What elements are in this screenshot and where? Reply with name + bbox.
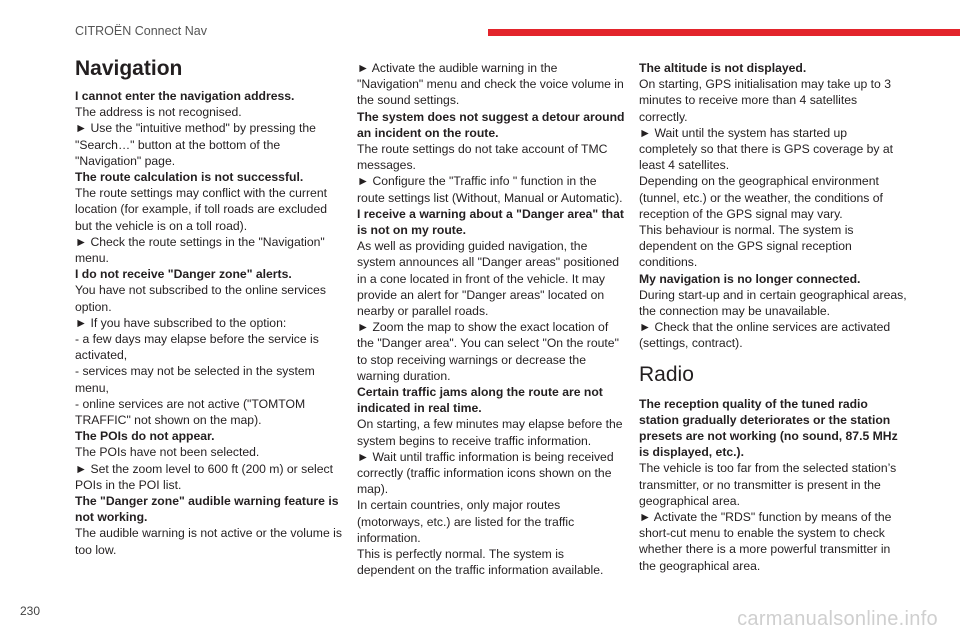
- column-middle-body: [357, 60, 625, 579]
- question-heading: The reception quality of the tuned radio station gradually deteriorates or the station presets are not working (no sound, 87.5 MHz is displayed, etc.).: [639, 396, 898, 460]
- answer-paragraph: The vehicle is too far from the selected station’s transmitter, or no transmitter is present in the geographical area.: [639, 461, 897, 508]
- answer-paragraph: - online services are not active ("TOMTOM TRAFFIC" not shown on the map).: [75, 396, 306, 428]
- column-left: [75, 56, 343, 558]
- answer-paragraph: ► Activate the "RDS" function by means of the short-cut menu to enable the system to check whether there is a more powerful transmitter in the geographical area.: [639, 510, 892, 573]
- answer-paragraph: The POIs have not been selected.: [75, 445, 260, 460]
- answer-paragraph: - services may not be selected in the system menu,: [75, 364, 315, 395]
- question-heading: My navigation is no longer connected.: [639, 271, 861, 286]
- answer-paragraph: - a few days may elapse before the service is activated,: [75, 332, 319, 363]
- column-left-body: [75, 88, 343, 558]
- question-heading: The altitude is not displayed.: [639, 61, 807, 75]
- answer-paragraph: ► Zoom the map to show the exact location of the "Danger area". You can select "On the route" to stop receiving warnings or decrease the warning duration.: [357, 320, 619, 383]
- page-number: 230: [20, 604, 41, 618]
- header-accent-bar: [488, 29, 960, 36]
- answer-paragraph: ► Wait until the system has started up completely so that there is GPS coverage by at least 4 satellites.: [639, 125, 894, 173]
- column-middle: [357, 60, 625, 579]
- answer-paragraph: The route settings do not take account of TMC messages.: [357, 142, 608, 173]
- section-heading-radio: Radio: [639, 362, 694, 386]
- answer-paragraph: ► Check the route settings in the "Navigation" menu.: [75, 234, 325, 266]
- question-heading: I do not receive "Danger zone" alerts.: [75, 267, 292, 282]
- answer-paragraph: This is perfectly normal. The system is dependent on the traffic information available.: [357, 547, 604, 578]
- column-right: [639, 60, 907, 574]
- answer-paragraph: During start-up and in certain geographical areas, the connection may be unavailable.: [639, 287, 907, 319]
- column-right-body-bottom: [639, 396, 907, 574]
- answer-paragraph: Depending on the geographical environment (tunnel, etc.) or the weather, the conditions of reception of the GPS signal may vary.: [639, 174, 883, 221]
- answer-paragraph: As well as providing guided navigation, the system announces all "Danger areas" positioned in a cone located in front of the vehicle. It may provide an alert for "Danger areas" located on nearby or parallel roads.: [357, 239, 620, 319]
- running-header-title: CITROËN Connect Nav: [75, 24, 207, 38]
- answer-paragraph: The route settings may conflict with the current location (for example, if toll roads are excluded but the vehicle is on a toll road).: [75, 186, 328, 233]
- section-heading-navigation: Navigation: [75, 57, 183, 80]
- answer-paragraph: On starting, a few minutes may elapse before the system begins to receive traffic information.: [357, 417, 623, 448]
- answer-paragraph: This behaviour is normal. The system is dependent on the GPS signal reception conditions.: [639, 223, 854, 270]
- watermark-text: carmanualsonline.info: [737, 608, 938, 630]
- answer-paragraph: ► Check that the online services are activated (settings, contract).: [639, 320, 891, 351]
- question-heading: Certain traffic jams along the route are not indicated in real time.: [357, 385, 603, 416]
- answer-paragraph: ► If you have subscribed to the option:: [75, 315, 287, 330]
- question-heading: The POIs do not appear.: [75, 429, 215, 444]
- answer-paragraph: On starting, GPS initialisation may take up to 3 minutes to receive more than 4 satellites correctly.: [639, 77, 891, 124]
- answer-paragraph: ► Configure the "Traffic info " function in the route settings list (Without, Manual or Automatic).: [357, 174, 623, 205]
- answer-paragraph: In certain countries, only major routes (motorways, etc.) are listed for the traffic information.: [357, 498, 575, 545]
- question-heading: The system does not suggest a detour around an incident on the route.: [357, 109, 625, 140]
- question-heading: The "Danger zone" audible warning feature is not working.: [75, 494, 339, 525]
- question-heading: The route calculation is not successful.: [75, 170, 304, 185]
- answer-paragraph: You have not subscribed to the online services option.: [75, 283, 326, 314]
- column-right-body-top: [639, 60, 907, 352]
- answer-paragraph: The audible warning is not active or the volume is too low.: [75, 526, 342, 557]
- answer-paragraph: ► Use the "intuitive method" by pressing the "Search…" button at the bottom of the "Navigation" page.: [75, 121, 316, 168]
- answer-paragraph: The address is not recognised.: [75, 105, 242, 120]
- answer-paragraph: ► Set the zoom level to 600 ft (200 m) or select POIs in the POI list.: [75, 461, 333, 492]
- answer-paragraph: ► Wait until traffic information is being received correctly (traffic information icons shown on the map).: [357, 449, 614, 497]
- answer-paragraph: ► Activate the audible warning in the "Navigation" menu and check the voice volume in the sound settings.: [357, 61, 624, 108]
- question-heading: I cannot enter the navigation address.: [75, 89, 295, 103]
- question-heading: I receive a warning about a "Danger area" that is not on my route.: [357, 206, 624, 238]
